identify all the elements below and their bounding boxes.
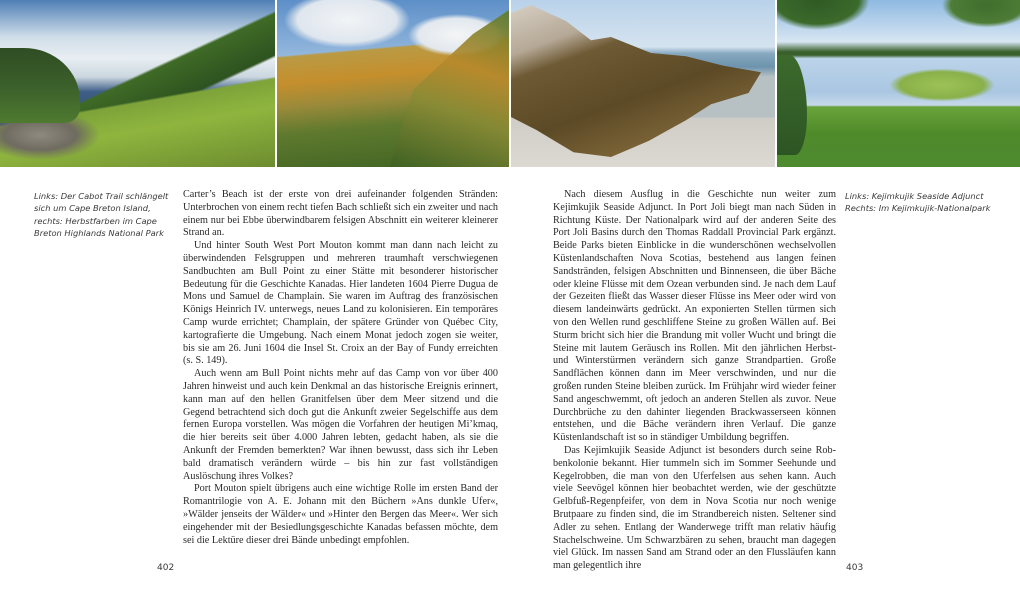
left-photo-caption: Links: Der Cabot Trail schlängelt sich um Cape Breton Island, rechts: Herbstfarben im Cape Breton Highlands National Park	[34, 191, 169, 238]
cabot-trail-photo	[0, 0, 275, 167]
kejimkujik-lake-photo	[777, 0, 1020, 167]
paragraph: Port Mouton spielt übrigens auch eine wichtige Rolle im ersten Band der Romantrilogie von A. E. Johann mit den Büchern »Ans dunkle Ufer«, »Wälder jenseits der Wälder« und »Hinter den Bergen das Meer«. Wer sich eingehender mit der Besiedlungsgeschichte Kanadas befassen möchte, dem sei die Lektüre dieser drei Bände unbedingt empfohlen.	[183, 483, 498, 546]
paragraph: Carter’s Beach ist der erste von drei aufeinander folgenden Stränden: Unterbrochen von einem recht tiefen Bach schließt sich ein zweiter und nach einem nur bei Ebbe überwindbarem felsigen Abschnitt ein weiterer kleinerer Strand an.	[183, 189, 498, 239]
caption-line: Rechts: Im Kejimkujik-Nationalpark	[845, 203, 991, 214]
page-number-left: 402	[157, 563, 175, 573]
seaside-rocks-photo	[511, 0, 775, 167]
paragraph: Nach diesem Ausflug in die Geschichte nun weiter zum Kejimkujik Seaside Adjunct. In Port Joli biegt man nach Süden in Richtung Küste. Der Nationalpark wird auf der anderen Seite des Port Joli Basins durch den Thomas Raddall Provincial Park ergänzt. Beide Parks bieten Einblicke in die wunderschönen wechselvollen Küstenlandschaften Nova Scotias, bestehend aus langen feinen Sandstränden, felsigen Abschnitten und Binnenseen, die über Bäche oder kleine Flüsse mit dem Ozean verbunden sind. Je nach dem Lauf der Gezeiten fließt das Wasser dieser Flüsse ins Meer oder wird von diesem landeinwärts gedrückt. An exponierten Stellen türmen sich von den Wellen rund geschliffene Steine zu großen Wällen auf. Bei Sturm bricht sich hier die Brandung mit voller Wucht und bringt die Steine mit lautem Geräusch ins Rollen. Mit den jährlichen Herbst- und Winterstürmen verändern sich ganze Strandpartien. Große Sandflächen können dann im Meer verschwinden, und nur die großen runden Steine bleiben zurück. Im Frühjahr wird wieder feiner Sand angeschwemmt, oft jedoch an anderen Stellen als zuvor. Neue Durchbrüche zu den dahinter liegenden Brackwasserseen können entstehen, und die Bäche verändern ihren Verlauf. Die ganze Küstenlandschaft ist so in ständiger Umbildung begriffen.	[553, 189, 836, 444]
highlands-autumn-photo	[277, 0, 509, 167]
right-body-text	[553, 189, 836, 573]
right-photo-caption	[845, 190, 1015, 215]
paragraph: Auch wenn am Bull Point nichts mehr auf das Camp von vor über 400 Jahren hinweist und auch kein Denkmal an das historische Ereignis erinnert, kann man auf den hellen Granitfelsen über dem Meer sitzend und die Gegend betrachtend sich doch gut die Ankunft zweier Segelschiffe aus dem fernen Europa vorstellen. Was mögen die Vorfahren der heutigen Mi’kmaq, die hier bereits seit über 4.000 Jahren lebten, gedacht haben, als sie die Ankunft der Fremden bemerkten? War ihnen bewusst, dass sich ihr Leben bald dramatisch verändern würde – bis hin zur fast vollständigen Auslöschung ihres Volkes?	[183, 368, 498, 482]
page-number-right: 403	[846, 563, 864, 573]
caption-line: Links: Kejimkujik Seaside Adjunct	[845, 191, 984, 201]
paragraph: Das Kejimkujik Seaside Adjunct ist besonders durch seine Robbenkolonie bekannt. Hier tummeln sich im Sommer Seehunde und Kegelrobben, die man von den Uferfelsen aus sehen kann. Auch viele Seevögel können hier beobachtet werden, wie der geschützte Gelbfuß-Regenpfeifer, von dem in Nova Scotia nur noch wenige Brutpaare zu finden sind, die im Strandbereich nisten. Seltener sind Adler zu sehen. Entlang der Wanderwege trifft man relativ häufig Stachelschweine. Um Schwarzbären zu sehen, braucht man dagegen viel Glück. Im nassen Sand am Strand oder an den Flussläufen kann man gelegentlich ihre	[553, 444, 836, 572]
left-body-text	[183, 189, 498, 547]
paragraph: Und hinter South West Port Mouton kommt man dann nach leicht zu überwindenden Felsgruppen und mehreren traumhaft verschwiegenen Sandbuchten am Bull Point zu einer Stätte mit besonderer historischer Bedeutung für die Geschichte Kanadas. Hier landeten 1604 Pierre Dugua de Mons und Samuel de Champlain. Sie waren im Auftrag des französischen Königs Heinrich IV. unterwegs, neues Land zu kolonisieren. Ein temporäres Camp wurde errichtet; Champlain, der spätere Gründer von Québec City, kartografierte die Umgebung. Nach einem Monat jedoch zogen sie weiter, bis sie am 26. Juni 1604 die Insel St. Croix an der Bay of Fundy erreichten (s. S. 149).	[183, 240, 498, 367]
